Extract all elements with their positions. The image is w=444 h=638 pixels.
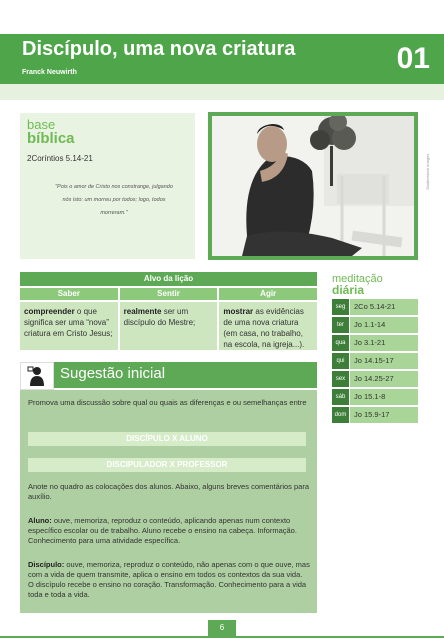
alvo-column-agir — [219, 288, 317, 350]
alvo-body — [20, 302, 118, 350]
aluno-text: ouve, memoriza, reproduz o conteúdo, aplicando apenas num contexto específico escolar ou de trabalho. Aluno recebe o ensino na cabeça. Informação. Conhecimento para uma atividade específica. — [28, 516, 297, 545]
alvo-text: as evidências de uma nova criatura (em casa, no trabalho, na escola, na igreja...). — [223, 307, 305, 349]
diaria-label: diária — [332, 283, 365, 297]
day-reference: Jo 1.1-14 — [350, 317, 418, 333]
man-thinking-illustration — [212, 116, 414, 256]
list-item — [332, 389, 418, 405]
meditacao-label: meditação — [332, 273, 383, 285]
aluno-definition — [28, 516, 310, 546]
comparison-chip-2: DISCIPULADOR X PROFESSOR — [28, 458, 306, 472]
discipulo-definition — [28, 560, 310, 600]
person-speaking-icon — [27, 366, 47, 386]
base-label: base — [27, 117, 56, 132]
day-label: qui — [332, 353, 349, 369]
sugestao-body — [20, 390, 317, 613]
alvo-keyword: realmente — [123, 307, 162, 316]
day-label: qua — [332, 335, 349, 351]
alvo-text: o que significa ser uma “nova” criatura em Cristo Jesus; — [24, 307, 113, 338]
alvo-heading: Sentir — [120, 288, 218, 300]
day-reference: 2Co 5.14-21 — [350, 299, 418, 315]
biblica-label: bíblica — [27, 130, 75, 147]
day-label: sáb — [332, 389, 349, 405]
discipulo-text: ouve, memoriza, reproduz o conteúdo, não apenas com o que ouve, mas com a vida de quem transmite, aplica o ensino em todos os contextos da sua vida. O discípulo recebe o ensino no coração. Transformação. Conhecimento para a vida toda e toda a vida. — [28, 560, 310, 599]
author-name: Franck Neuwirth — [22, 69, 77, 76]
alvo-heading: Agir — [219, 288, 317, 300]
day-reference: Jo 3.1-21 — [350, 335, 418, 351]
sugestao-icon-box — [20, 362, 54, 390]
comparison-chip-1: DISCÍPULO X ALUNO — [28, 432, 306, 446]
list-item — [332, 371, 418, 387]
day-label: ter — [332, 317, 349, 333]
meditacao-list — [332, 299, 418, 425]
alvo-column-saber — [20, 288, 118, 350]
sugestao-intro: Promova uma discussão sobre qual ou quais as diferenças e ou semelhanças entre — [28, 398, 307, 407]
page-number: 6 — [208, 620, 236, 636]
day-reference: Jo 14.25-27 — [350, 371, 418, 387]
aluno-label: Aluno: — [28, 516, 52, 525]
alvo-body — [219, 302, 317, 350]
alvo-da-licao-table — [20, 272, 317, 350]
discipulo-label: Discípulo: — [28, 560, 65, 569]
photo-credit: Shutterstock images — [425, 153, 430, 190]
list-item — [332, 299, 418, 315]
list-item — [332, 353, 418, 369]
page-title: Discípulo, uma nova criatura — [22, 38, 296, 60]
list-item — [332, 317, 418, 333]
day-reference: Jo 14.15-17 — [350, 353, 418, 369]
day-reference: Jo 15.9-17 — [350, 407, 418, 423]
lesson-photo — [208, 112, 418, 260]
alvo-text: ser um discípulo do Mestre; — [123, 307, 196, 327]
base-biblica-box — [20, 113, 195, 259]
lesson-number: 01 — [396, 42, 430, 75]
alvo-title: Alvo da lição — [20, 272, 317, 286]
alvo-body — [120, 302, 218, 350]
bible-reference: 2Coríntios 5.14-21 — [27, 154, 93, 163]
alvo-column-sentir — [120, 288, 218, 350]
alvo-heading: Saber — [20, 288, 118, 300]
list-item — [332, 335, 418, 351]
day-reference: Jo 15.1-8 — [350, 389, 418, 405]
photo-image — [212, 116, 414, 256]
sugestao-header — [54, 362, 317, 388]
day-label: seg — [332, 299, 349, 315]
alvo-keyword: compreender — [24, 307, 75, 316]
list-item — [332, 407, 418, 423]
top-margin — [0, 0, 444, 34]
header-strip — [0, 84, 444, 100]
bible-quote: "Pois o amor de Cristo nos constrange, julgando nós isto: um morreu por todos; logo, todos morreram." — [55, 184, 173, 216]
day-label: dom — [332, 407, 349, 423]
alvo-keyword: mostrar — [223, 307, 254, 316]
sugestao-paragraph: Anote no quadro as colocações dos alunos. Abaixo, alguns breves comentários para auxílio. — [28, 482, 310, 501]
sugestao-title: Sugestão inicial — [60, 365, 166, 382]
page-header — [0, 34, 444, 84]
day-label: sex — [332, 371, 349, 387]
